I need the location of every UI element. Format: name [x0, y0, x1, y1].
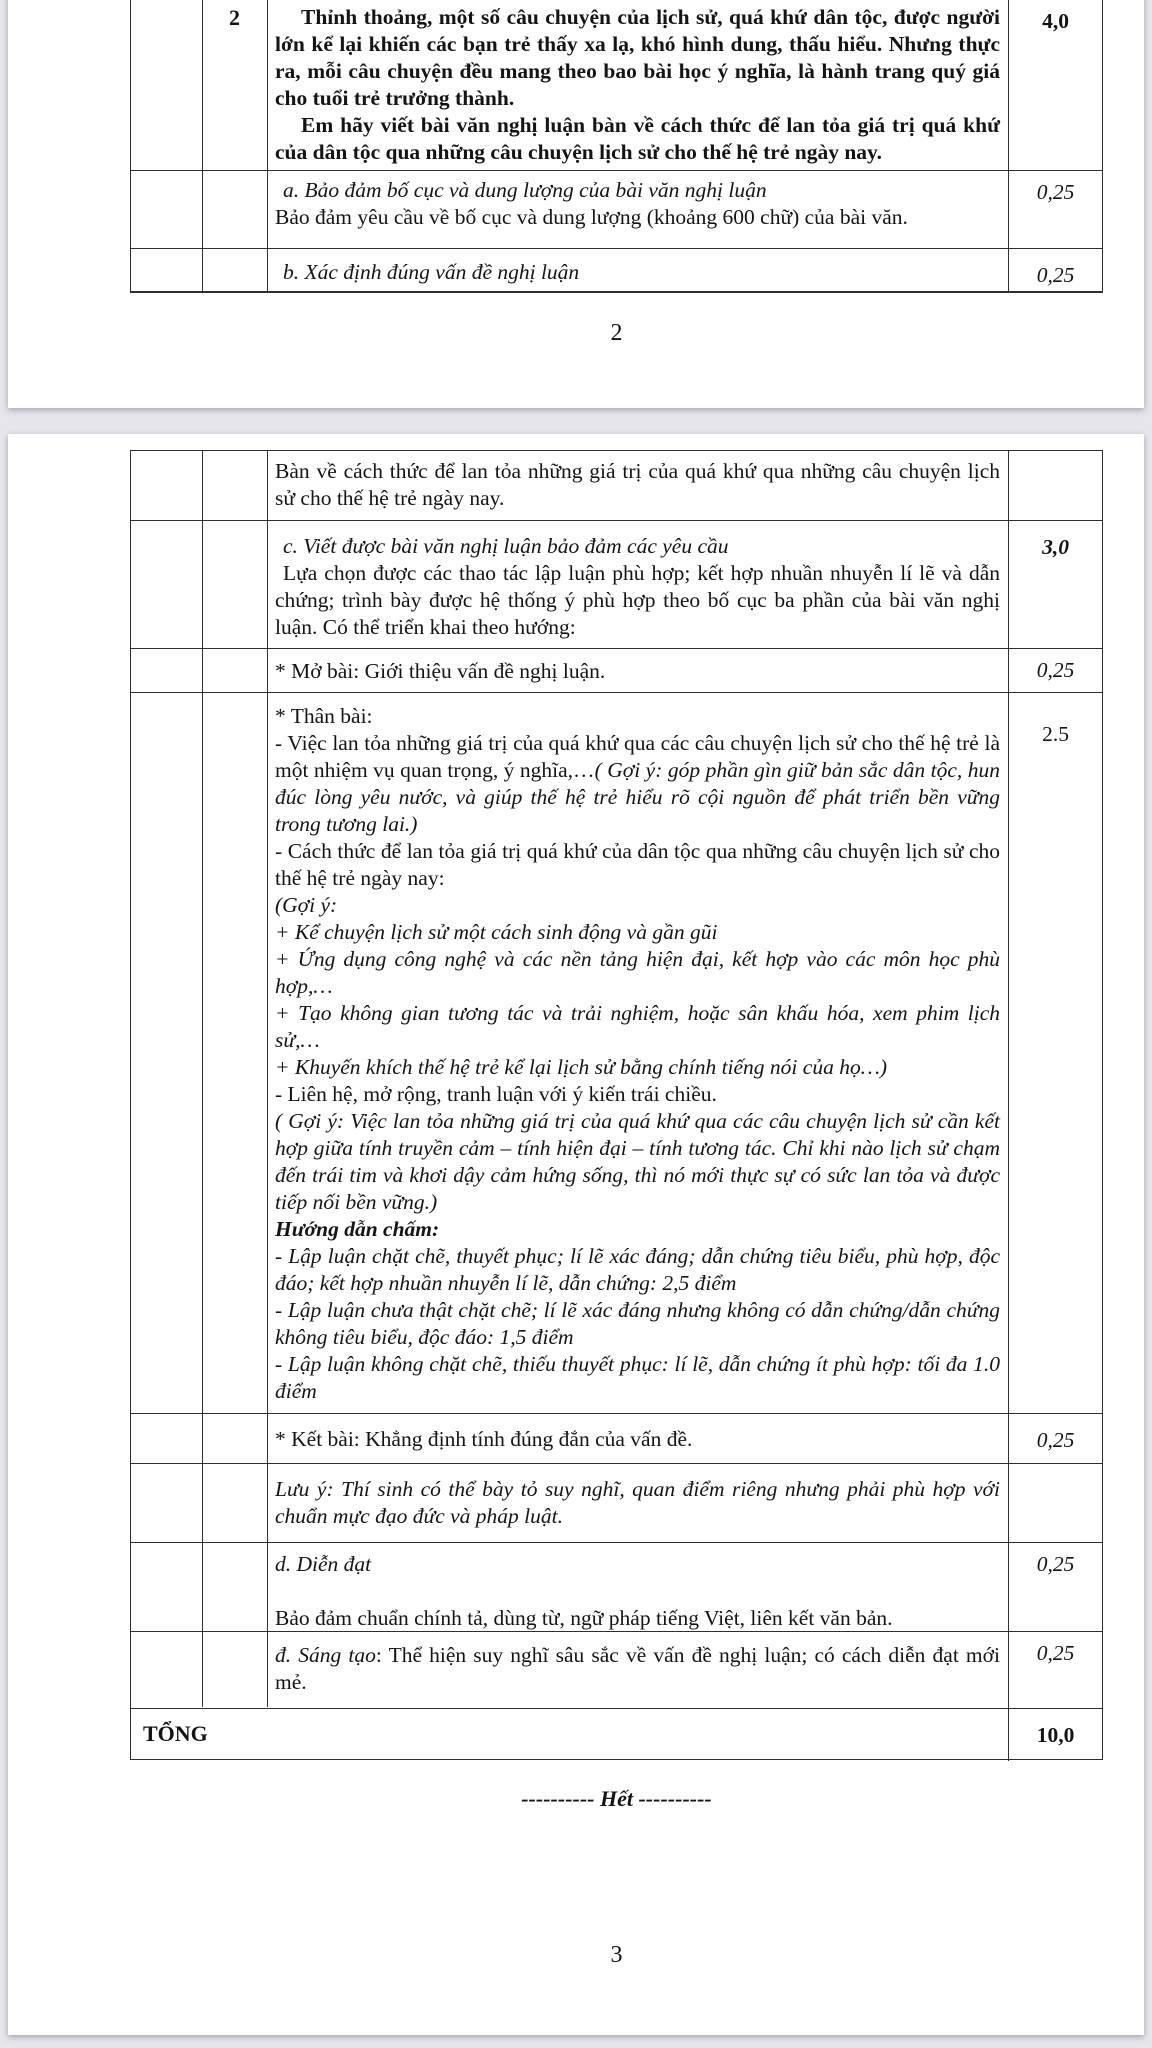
paragraph: d. Diễn đạt [275, 1552, 372, 1576]
paragraph: Em hãy viết bài văn nghị luận bàn về cách thức để lan tỏa giá trị quá khứ của dân tộc qua những câu chuyện lịch sử cho thế hệ trẻ ngày nay. [275, 113, 1000, 164]
table-row-luu-y [131, 1464, 1102, 1543]
table-row-question-2 [131, 0, 1102, 171]
total-label: TỔNG [143, 1721, 208, 1746]
score-cell: 0,25 [1008, 1543, 1102, 1631]
table-row-ket-bai [131, 1414, 1102, 1464]
content-cell [267, 521, 1008, 648]
table-row-continuation [131, 451, 1102, 521]
rubric-table-page-3 [130, 450, 1103, 1760]
paragraph: * Mở bài: Giới thiệu vấn đề nghị luận. [275, 659, 606, 683]
paragraph: Lưu ý: Thí sinh có thể bày tỏ suy nghĩ, quan điểm riêng nhưng phải phù hợp với chuẩn mực đạo đức và pháp luật. [275, 1477, 1000, 1528]
page-number: 3 [610, 1942, 623, 1968]
table-row-b [131, 249, 1102, 293]
score-cell: 0,25 [1008, 649, 1102, 692]
content-cell [267, 451, 1008, 520]
paragraph: + Khuyến khích thế hệ trẻ kể lại lịch sử bằng chính tiếng nói của họ…) [275, 1055, 887, 1079]
table-row-c [131, 521, 1102, 649]
paragraph: Lựa chọn được các thao tác lập luận phù hợp; kết hợp nhuần nhuyễn lí lẽ và dẫn chứng; trình bày được hệ thống ý phù hợp theo bố cục ba phần của bài văn nghị luận. Có thể triển khai theo hướng: [275, 561, 1000, 639]
paragraph: * Kết bài: Khẳng định tính đúng đắn của vấn đề. [275, 1427, 693, 1451]
score-cell: 2.5 [1008, 693, 1102, 1413]
paragraph: (Gợi ý: [275, 893, 338, 917]
paragraph: a. Bảo đảm bố cục và dung lượng của bài văn nghị luận [283, 178, 767, 202]
paragraph: - Lập luận chặt chẽ, thuyết phục; lí lẽ xác đáng; dẫn chứng tiêu biểu, phù hợp, độc đáo; kết hợp nhuần nhuyễn lí lẽ, dẫn chứng: 2,5 điểm [275, 1244, 1000, 1295]
paragraph: ( Gợi ý: Việc lan tỏa những giá trị của quá khứ qua các câu chuyện lịch sử cần kết hợp giữa tính truyền cảm – tính hiện đại – tính tương tác. Chỉ khi nào lịch sử chạm đến trái tim và khơi dậy cảm hứng sống, thì nó mới thực sự có sức lan tỏa và được tiếp nối bền vững.) [275, 1109, 1000, 1214]
content-cell [267, 249, 1008, 293]
score-cell: 3,0 [1008, 521, 1102, 648]
paragraph: b. Xác định đúng vấn đề nghị luận [283, 260, 580, 284]
paragraph: Hướng dẫn chấm: [275, 1217, 440, 1241]
paragraph: + Ứng dụng công nghệ và các nền tảng hiện đại, kết hợp vào các môn học phù hợp,… [275, 947, 1000, 998]
score-cell: 0,25 [1008, 171, 1102, 248]
score-cell: 0,25 [1008, 249, 1102, 293]
table-row-mo-bai [131, 649, 1102, 693]
content-cell [267, 1414, 1008, 1463]
paragraph: Thỉnh thoảng, một số câu chuyện của lịch sử, quá khứ dân tộc, được người lớn kể lại khiến các bạn trẻ thấy xa lạ, khó hình dung, thấu hiểu. Nhưng thực ra, mỗi câu chuyện đều mang theo bao bài học ý nghĩa, là hành trang quý giá cho tuổi trẻ trưởng thành. [275, 5, 1000, 110]
table-row-a [131, 171, 1102, 249]
paragraph: - Lập luận chưa thật chặt chẽ; lí lẽ xác đáng nhưng không có dẫn chứng/dẫn chứng không tiêu biểu, độc đáo: 1,5 điểm [275, 1298, 1000, 1349]
score-cell: 0,25 [1008, 1632, 1102, 1708]
score-cell: 4,0 [1008, 0, 1102, 170]
paragraph: c. Viết được bài văn nghị luận bảo đảm các yêu cầu [283, 534, 729, 558]
paragraph: đ. Sáng tạo: Thể hiện suy nghĩ sâu sắc về vấn đề nghị luận; có cách diễn đạt mới mẻ. [275, 1643, 1000, 1694]
score-cell: 0,25 [1008, 1414, 1102, 1463]
score-cell [1008, 1464, 1102, 1542]
total-score-cell: 10,0 [1008, 1709, 1102, 1761]
content-cell [267, 171, 1008, 248]
table-row-d [131, 1543, 1102, 1632]
paragraph: - Liên hệ, mở rộng, tranh luận với ý kiến trái chiều. [275, 1082, 717, 1106]
paragraph: Bảo đảm chuẩn chính tả, dùng từ, ngữ pháp tiếng Việt, liên kết văn bản. [275, 1606, 893, 1630]
paragraph: - Cách thức để lan tỏa giá trị quá khứ của dân tộc qua những câu chuyện lịch sử cho thế hệ trẻ ngày nay: [275, 839, 1000, 890]
content-cell [267, 693, 1008, 1413]
end-marker-het: ---------- Hết ---------- [521, 1786, 712, 1811]
question-number-cell: 2 [229, 5, 240, 30]
paragraph: - Lập luận không chặt chẽ, thiếu thuyết phục: lí lẽ, dẫn chứng ít phù hợp: tối đa 1.0 điểm [275, 1352, 1000, 1403]
paragraph: * Thân bài: [275, 704, 373, 728]
paragraph: + Kể chuyện lịch sử một cách sinh động và gần gũi [275, 920, 718, 944]
score-cell [1008, 451, 1102, 520]
paragraph: - Việc lan tỏa những giá trị của quá khứ qua các câu chuyện lịch sử cho thế hệ trẻ là một nhiệm vụ quan trọng, ý nghĩa,…( Gợi ý: góp phần gìn giữ bản sắc dân tộc, hun đúc lòng yêu nước, và giúp thế hệ trẻ hiểu rõ cội nguồn để phát triển bền vững trong tương lai.) [275, 731, 1000, 836]
table-row-than-bai [131, 693, 1102, 1414]
content-cell [267, 0, 1008, 170]
content-cell [267, 649, 1008, 692]
page-number: 2 [610, 320, 623, 346]
table-row-total [131, 1709, 1102, 1761]
content-cell [267, 1464, 1008, 1542]
content-cell [267, 1543, 1008, 1631]
content-cell [267, 1632, 1008, 1708]
paragraph: Bảo đảm yêu cầu về bố cục và dung lượng (khoảng 600 chữ) của bài văn. [275, 205, 908, 229]
table-row-sang-tao [131, 1632, 1102, 1709]
rubric-table-page-2 [130, 0, 1103, 293]
paragraph: + Tạo không gian tương tác và trải nghiệm, hoặc sân khấu hóa, xem phim lịch sử,… [275, 1001, 1000, 1052]
paragraph: Bàn về cách thức để lan tỏa những giá trị của quá khứ qua những câu chuyện lịch sử cho thế hệ trẻ ngày nay. [275, 459, 1000, 510]
